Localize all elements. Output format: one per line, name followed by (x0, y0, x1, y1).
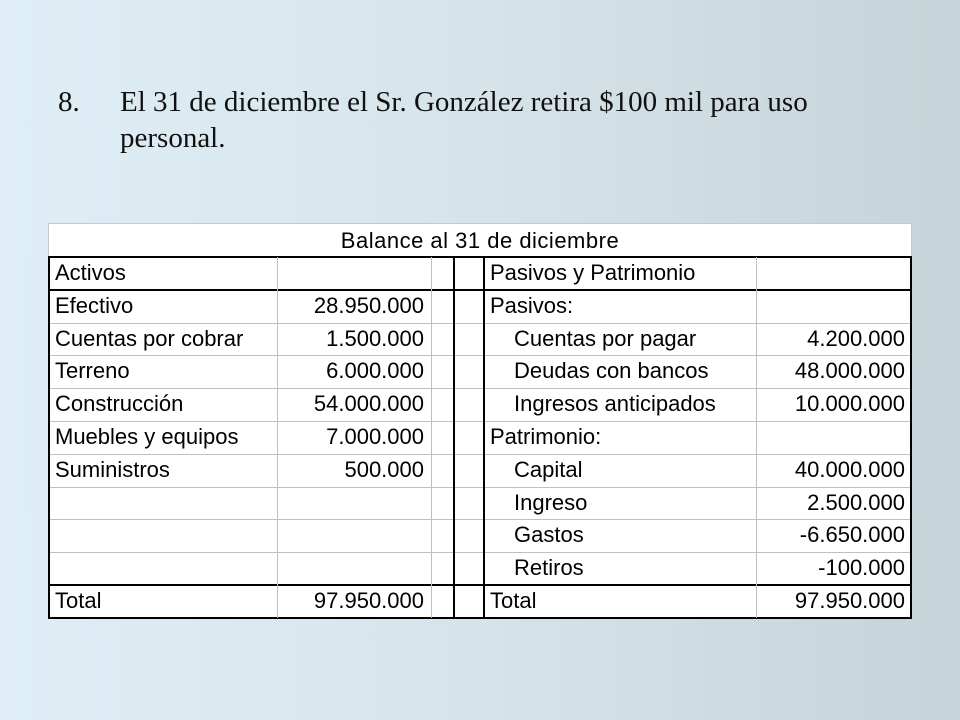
balance-table (48, 223, 912, 619)
liability-value: 40.000.000 (794, 456, 905, 482)
liabilities-header: Pasivos y Patrimonio (490, 260, 696, 285)
asset-value: 500.000 (344, 456, 424, 482)
liability-value: -100.000 (818, 555, 905, 581)
total-assets-label: Total (55, 588, 102, 613)
liability-value: 48.000.000 (794, 358, 905, 384)
asset-value: 1.500.000 (326, 325, 424, 351)
liability-value: 10.000.000 (794, 391, 905, 417)
heading-text: El 31 de diciembre el Sr. González retira $100 mil para uso personal. (120, 86, 808, 154)
liability-label: Gastos (514, 522, 584, 548)
asset-label: Suministros (55, 456, 170, 482)
liability-label: Cuentas por pagar (514, 325, 697, 351)
grid-line (431, 257, 432, 618)
liability-value: 2.500.000 (807, 489, 905, 515)
liability-label: Ingreso (514, 489, 588, 515)
asset-value: 54.000.000 (313, 391, 424, 417)
liability-value (757, 421, 911, 454)
asset-value: 28.950.000 (313, 292, 424, 318)
asset-label: Terreno (55, 358, 130, 384)
asset-label: Efectivo (55, 292, 134, 318)
asset-label: Construcción (55, 391, 184, 417)
liability-label: Retiros (514, 555, 584, 581)
section-label: Pasivos: (490, 292, 574, 318)
liability-value: 4.200.000 (807, 325, 905, 351)
section-label: Patrimonio: (490, 424, 602, 449)
asset-value: 7.000.000 (326, 424, 424, 449)
liability-label: Deudas con bancos (514, 358, 709, 384)
asset-label: Cuentas por cobrar (55, 325, 244, 351)
liability-label: Ingresos anticipados (514, 391, 716, 417)
grid-line (453, 257, 455, 618)
asset-value: 6.000.000 (326, 358, 424, 384)
total-assets-value: 97.950.000 (313, 588, 424, 613)
slide-heading (58, 84, 918, 156)
balance-title: Balance al 31 de diciembre (48, 223, 912, 257)
liability-value: -6.650.000 (799, 522, 905, 548)
asset-label: Muebles y equipos (55, 424, 239, 449)
liability-label: Capital (514, 456, 583, 482)
total-liabilities-label: Total (490, 588, 537, 613)
heading-number: 8. (58, 86, 80, 118)
assets-header: Activos (55, 260, 126, 285)
liability-value (757, 290, 911, 323)
total-liabilities-value: 97.950.000 (794, 588, 905, 613)
